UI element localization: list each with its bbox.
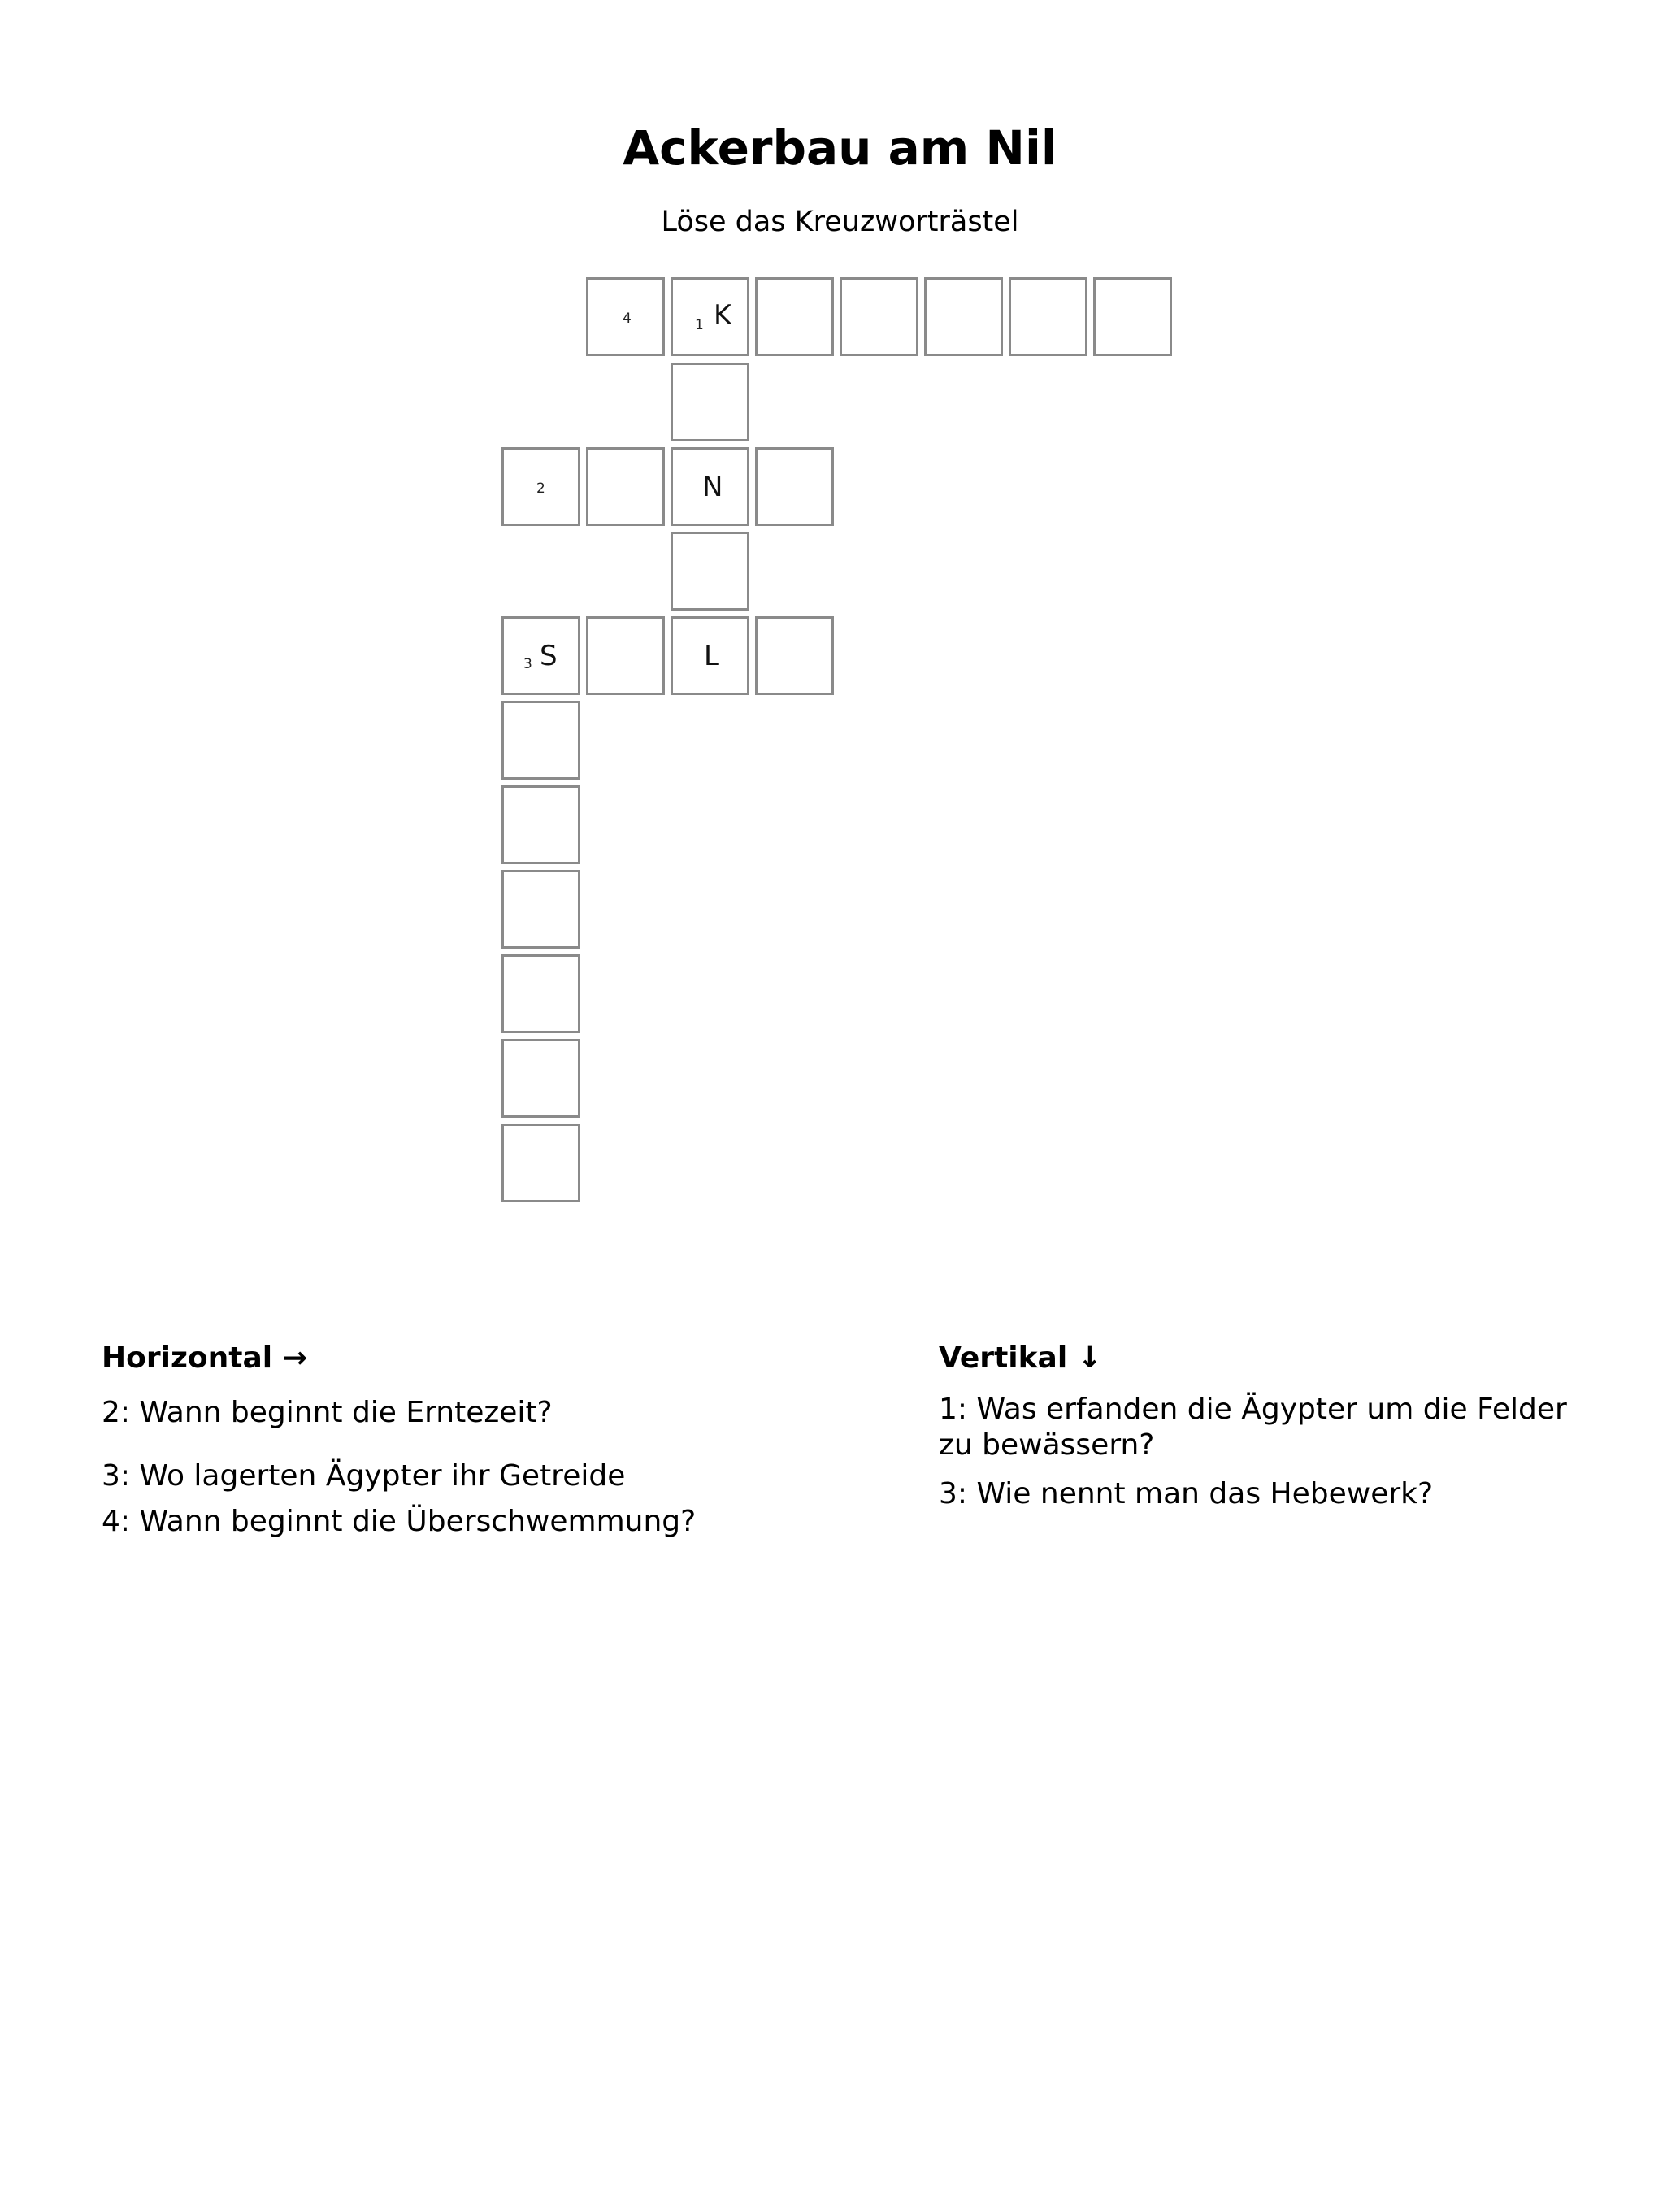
crossword-cell[interactable] <box>586 616 665 695</box>
prefilled-letter: N <box>702 471 723 503</box>
crossword-cell[interactable] <box>755 277 834 356</box>
clue-number: 1 <box>695 317 704 333</box>
crossword-cell[interactable] <box>1093 277 1172 356</box>
crossword-cell[interactable] <box>501 616 580 695</box>
crossword-cell[interactable] <box>501 447 580 526</box>
clue-item: 3: Wie nennt man das Hebewerk? <box>939 1477 1434 1510</box>
crossword-cell[interactable] <box>924 277 1003 356</box>
horizontal-heading: Horizontal → <box>102 1341 307 1375</box>
crossword-cell[interactable] <box>755 447 834 526</box>
clue-number: 3 <box>523 656 532 672</box>
clue-item: 2: Wann beginnt die Erntezeit? <box>102 1396 553 1429</box>
clue-number: 2 <box>536 480 545 497</box>
crossword-cell[interactable] <box>755 616 834 695</box>
crossword-cell[interactable] <box>501 785 580 864</box>
page-subtitle: Löse das Kreuzworträstel <box>661 206 1019 238</box>
clue-item: 3: Wo lagerten Ägypter ihr Getreide <box>102 1459 626 1493</box>
crossword-cell[interactable] <box>671 616 749 695</box>
crossword-cell[interactable] <box>586 447 665 526</box>
crossword-cell[interactable] <box>501 1039 580 1118</box>
prefilled-letter: L <box>704 640 719 672</box>
crossword-cell[interactable] <box>1009 277 1087 356</box>
crossword-cell[interactable] <box>501 954 580 1033</box>
page-title: Ackerbau am Nil <box>623 120 1057 176</box>
prefilled-letter: S <box>540 640 558 672</box>
crossword-cell[interactable] <box>671 532 749 611</box>
crossword-cell[interactable] <box>671 447 749 526</box>
vertical-clues <box>939 1341 1581 1512</box>
clue-item: 1: Was erfanden die Ägypter um die Felder zu bewässern? <box>939 1393 1567 1462</box>
crossword-cell[interactable] <box>501 870 580 949</box>
crossword-cell[interactable] <box>840 277 918 356</box>
crossword-cell[interactable] <box>586 277 665 356</box>
clue-number: 4 <box>623 311 632 327</box>
vertical-heading: Vertikal ↓ <box>939 1341 1102 1375</box>
crossword-cell[interactable] <box>671 277 749 356</box>
horizontal-clues <box>102 1341 817 1540</box>
clue-item: 4: Wann beginnt die Überschwemmung? <box>102 1505 697 1538</box>
prefilled-letter: K <box>714 299 732 332</box>
crossword-cell[interactable] <box>501 701 580 780</box>
crossword-cell[interactable] <box>501 1124 580 1202</box>
crossword-cell[interactable] <box>671 363 749 441</box>
